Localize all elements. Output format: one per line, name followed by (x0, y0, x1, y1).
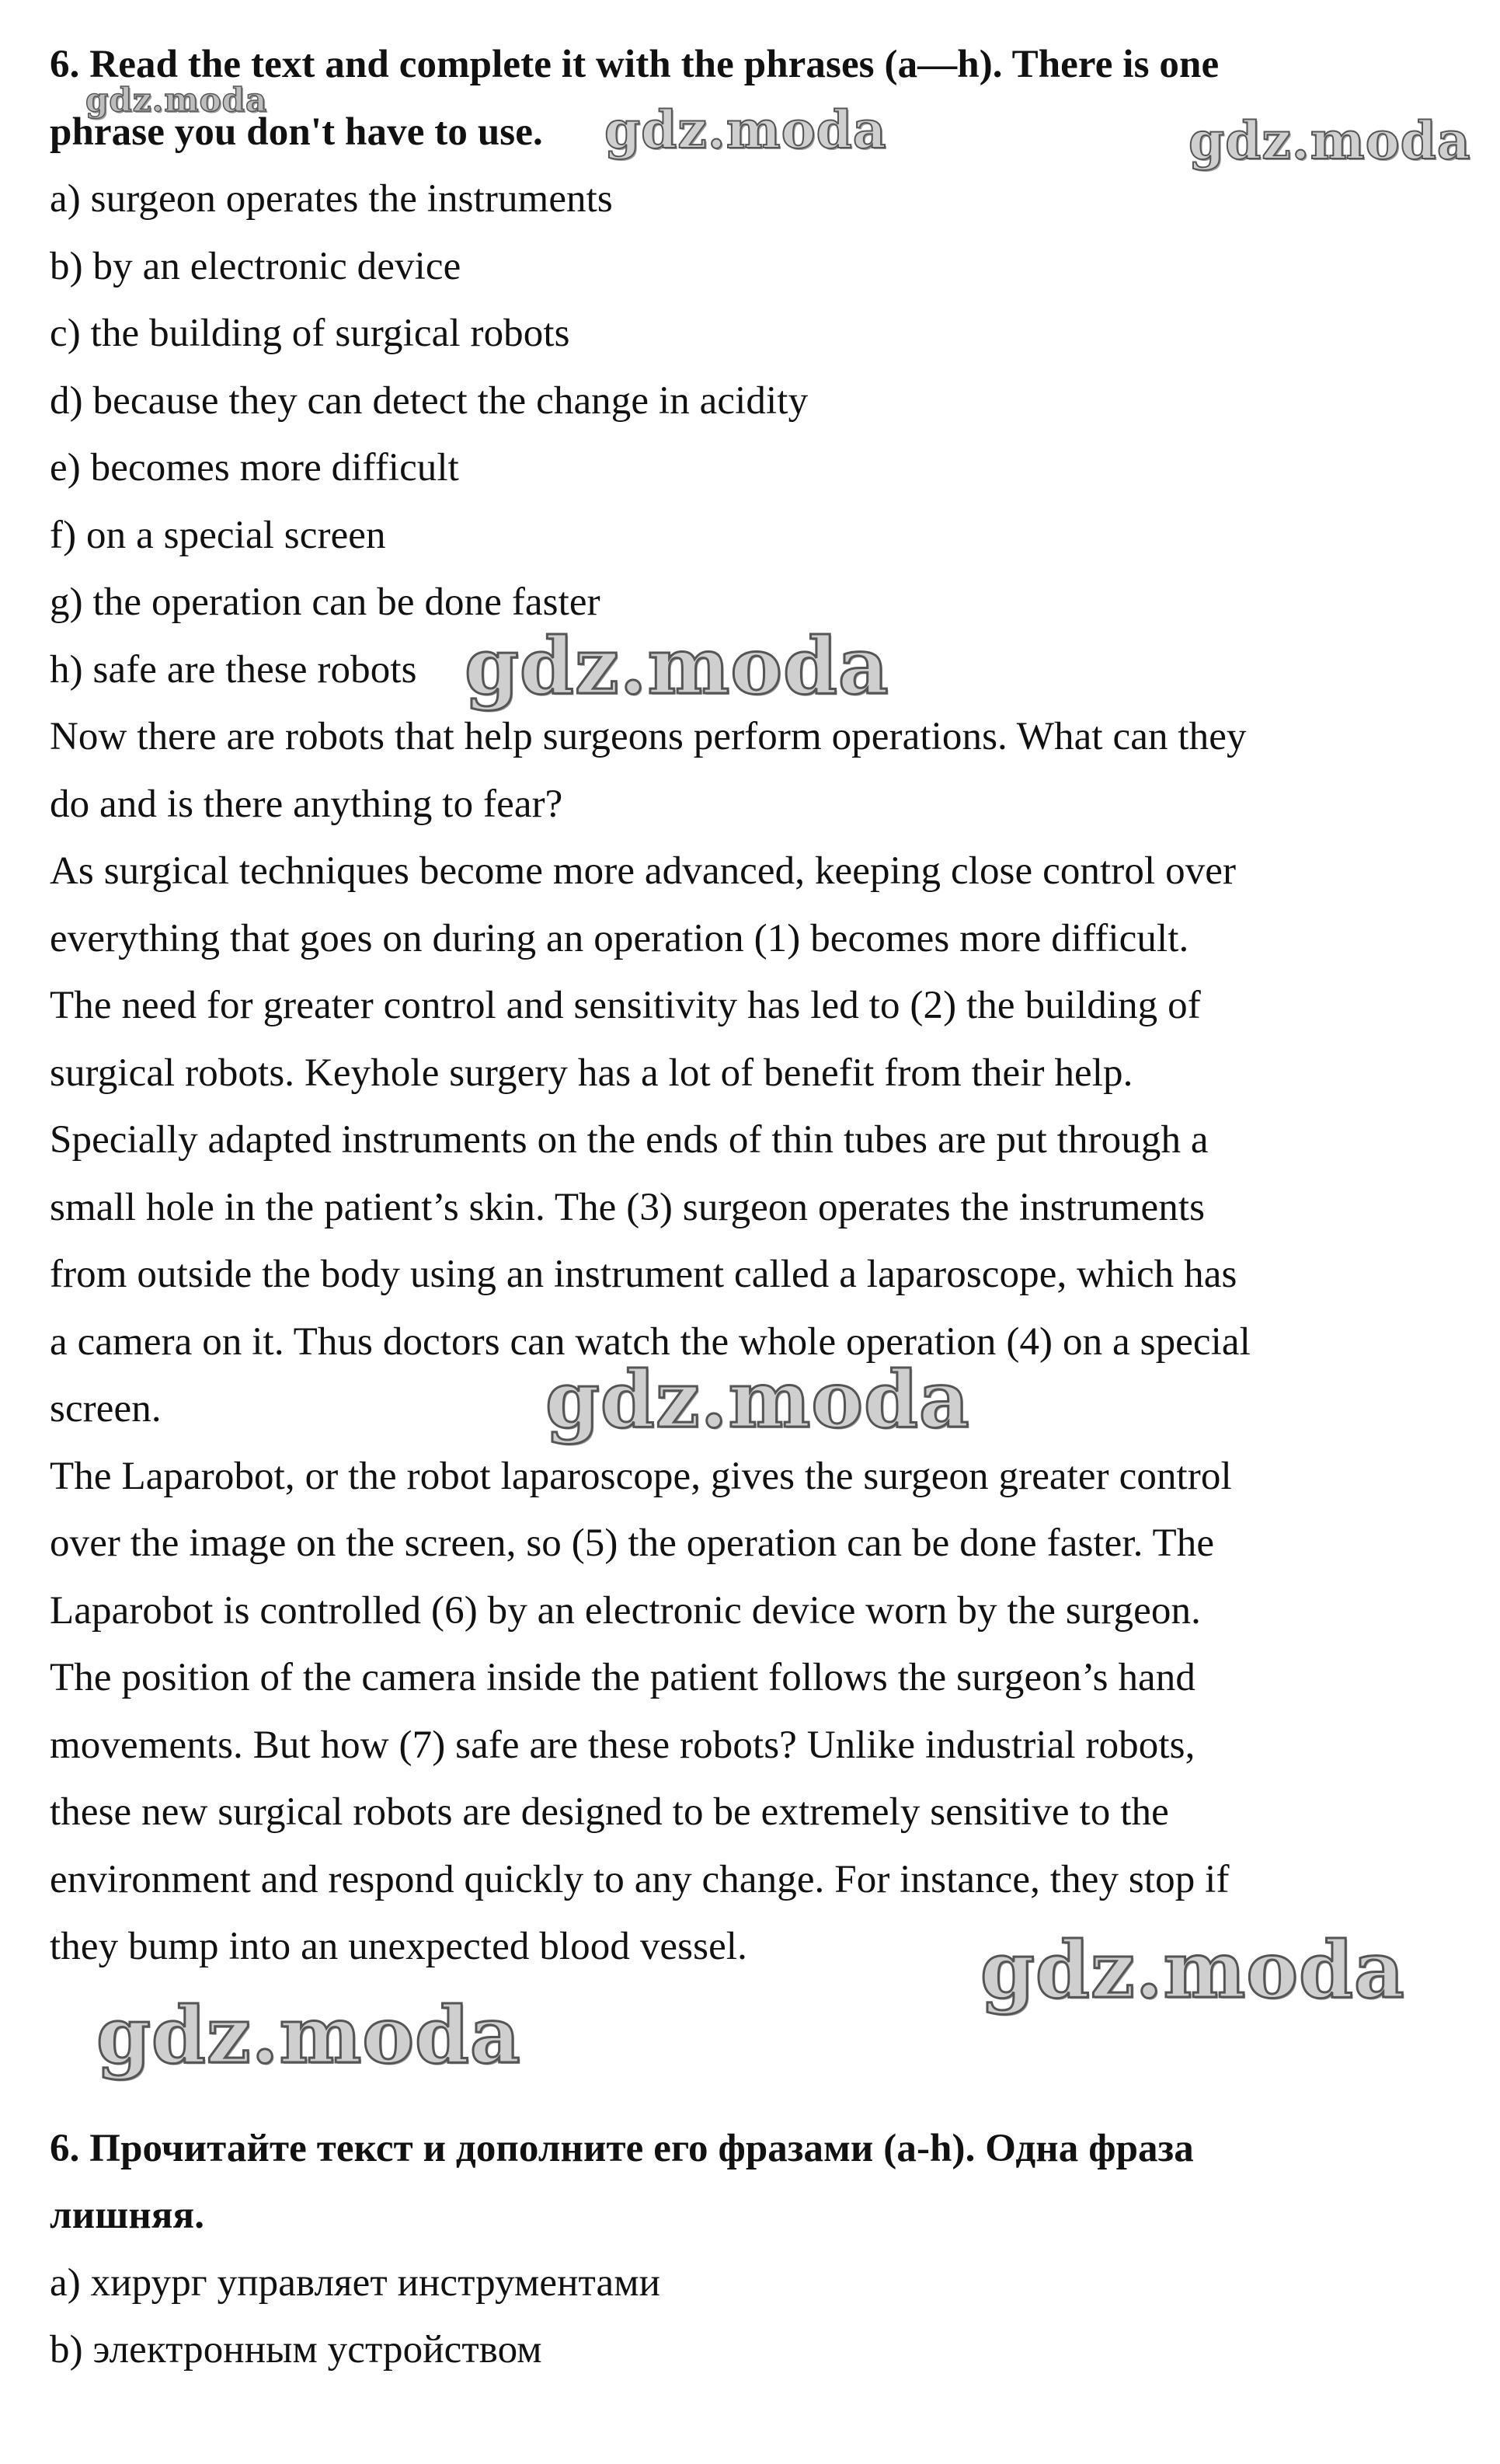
text-line: surgical robots. Keyhole surgery has a lot of benefit from their help. (50, 1051, 1133, 1095)
text-line: do and is there anything to fear? (50, 782, 563, 826)
option-g: g) the operation can be done faster (50, 580, 600, 624)
russian-option-b: b) электронным устройством (50, 2328, 542, 2372)
option-e: e) becomes more difficult (50, 446, 459, 490)
watermark-logo: gdz.moda (1189, 110, 1471, 171)
text-line: movements. But how (7) safe are these robots? Unlike industrial robots, (50, 1723, 1195, 1767)
watermark-logo: gdz.moda (604, 99, 887, 160)
watermark-logo: gdz.moda (85, 81, 268, 119)
text-line: these new surgical robots are designed to be extremely sensitive to the (50, 1790, 1169, 1834)
watermark-logo: gdz.moda (545, 1354, 970, 1445)
watermark-logo: gdz.moda (465, 620, 889, 712)
text-line: Specially adapted instruments on the ends of thin tubes are put through a (50, 1118, 1209, 1162)
option-h: h) safe are these robots (50, 647, 417, 692)
option-d: d) because they can detect the change in acidity (50, 378, 809, 423)
text-line: they bump into an unexpected blood vessel. (50, 1925, 747, 1968)
option-c: c) the building of surgical robots (50, 312, 570, 355)
watermark-logo: gdz.moda (96, 1989, 521, 2081)
text-line: Now there are robots that help surgeons perform operations. What can they (50, 715, 1247, 758)
text-line: a camera on it. Thus doctors can watch the whole operation (4) on a special (50, 1319, 1251, 1364)
text-line: screen. (50, 1387, 162, 1431)
text-line: Laparobot is controlled (6) by an electronic device worn by the surgeon. (50, 1588, 1201, 1633)
text-line: As surgical techniques become more advanced, keeping close control over (50, 849, 1237, 893)
option-b: b) by an electronic device (50, 244, 461, 288)
text-line: small hole in the patient’s skin. The (3) surgeon operates the instruments (50, 1185, 1206, 1229)
text-line: from outside the body using an instrument called a laparoscope, which has (50, 1253, 1237, 1296)
task-heading-line-2: phrase you don't have to use. (50, 110, 543, 154)
russian-option-a: a) хирург управляет инструментами (50, 2260, 660, 2305)
task-heading-line-1: 6. Read the text and complete it with the phrases (a—h). There is one (50, 43, 1220, 86)
text-line: over the image on the screen, so (5) the operation can be done faster. The (50, 1521, 1215, 1565)
text-line: The Laparobot, or the robot laparoscope, gives the surgeon greater control (50, 1454, 1232, 1498)
option-f: f) on a special screen (50, 513, 386, 557)
text-line: The position of the camera inside the patient follows the surgeon’s hand (50, 1656, 1195, 1699)
watermark-logo: gdz.moda (980, 1924, 1405, 2016)
text-line: everything that goes on during an operation (1) becomes more difficult. (50, 916, 1189, 960)
option-a: a) surgeon operates the instruments (50, 177, 613, 221)
russian-heading-line-1: 6. Прочитайте текст и дополните его фразами (a-h). Одна фраза (50, 2126, 1194, 2170)
text-line: The need for greater control and sensitivity has led to (2) the building of (50, 984, 1201, 1027)
russian-heading-line-2: лишняя. (50, 2194, 205, 2237)
text-line: environment and respond quickly to any change. For instance, they stop if (50, 1857, 1230, 1901)
